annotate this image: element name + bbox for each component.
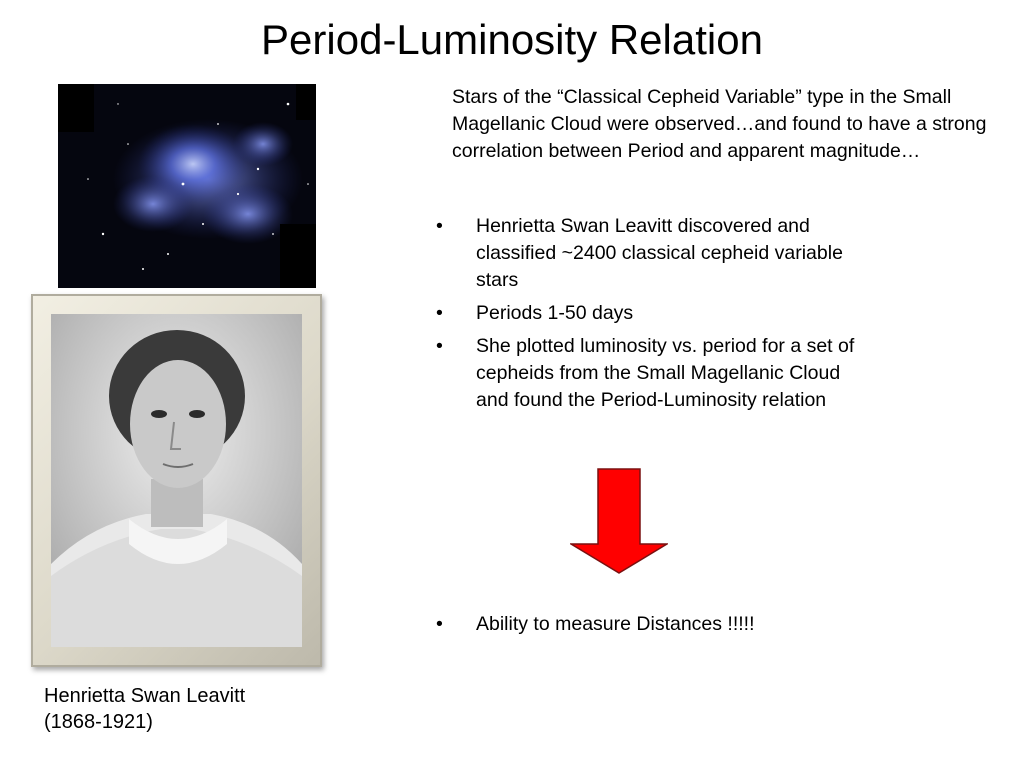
bullet-marker: • bbox=[436, 302, 443, 324]
portrait-frame bbox=[31, 294, 322, 667]
bullet-item bbox=[436, 300, 856, 327]
nebula-graphic bbox=[58, 84, 316, 288]
bullet-text: She plotted luminosity vs. period for a set of cepheids from the Small Magellanic Cloud and found the Period-Luminosity relation bbox=[476, 335, 855, 411]
bullet-marker: • bbox=[436, 335, 443, 357]
slide-title: Period-Luminosity Relation bbox=[261, 16, 763, 63]
magellanic-cloud-image bbox=[58, 84, 316, 288]
bullet-text: Henrietta Swan Leavitt discovered and classified ~2400 classical cepheid variable stars bbox=[476, 215, 843, 291]
bullet-marker: • bbox=[436, 613, 443, 635]
bullet-list bbox=[436, 213, 856, 420]
caption-name: Henrietta Swan Leavitt bbox=[44, 685, 246, 707]
final-bullet bbox=[436, 611, 856, 638]
portrait-caption bbox=[44, 683, 324, 735]
bullet-text: Periods 1-50 days bbox=[476, 302, 634, 324]
bullet-marker: • bbox=[436, 215, 443, 237]
leavitt-portrait bbox=[51, 314, 302, 647]
bullet-item bbox=[436, 213, 856, 294]
portrait-graphic bbox=[51, 314, 302, 647]
down-arrow-icon bbox=[570, 468, 668, 574]
intro-paragraph: Stars of the “Classical Cepheid Variable” type in the Small Magellanic Cloud were observed…and found to have a strong correlation between Period and apparent magnitude… bbox=[452, 86, 987, 162]
bullet-text: Ability to measure Distances !!!!! bbox=[476, 613, 755, 635]
caption-dates: (1868-1921) bbox=[44, 711, 153, 733]
bullet-item bbox=[436, 333, 856, 414]
